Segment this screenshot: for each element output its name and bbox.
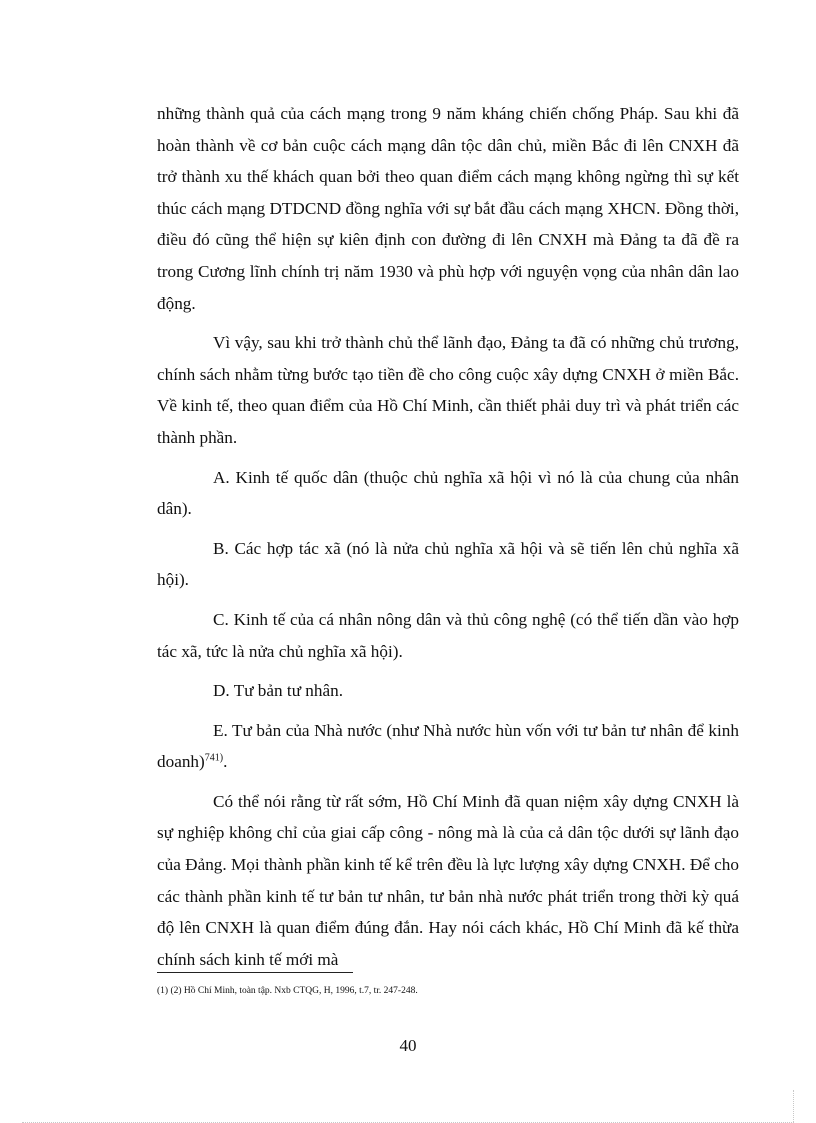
list-item-c: C. Kinh tế của cá nhân nông dân và thủ công nghệ (có thể tiến dần vào hợp tác xã, tức là nửa chủ nghĩa xã hội).: [157, 609, 739, 661]
list-item-e-text: E. Tư bản của Nhà nước (như Nhà nước hùn vốn với tư bản tư nhân để kinh doanh): [157, 720, 739, 772]
list-item-e-suffix: .: [223, 752, 228, 772]
list-item-a: A. Kinh tế quốc dân (thuộc chủ nghĩa xã hội vì nó là của chung của nhân dân).: [157, 467, 739, 519]
paragraph-1: những thành quả của cách mạng trong 9 năm kháng chiến chống Pháp. Sau khi đã hoàn thành về cơ bản cuộc cách mạng dân tộc dân chủ, miền Bắc đi lên CNXH đã trở thành xu thế khách quan bởi theo quan điểm cách mạng không ngừng thì sự kết thúc cách mạng DTDCND đồng nghĩa với sự bắt đầu cách mạng XHCN. Đồng thời, điều đó cũng thể hiện sự kiên định con đường đi lên CNXH mà Đảng ta đã đề ra trong Cương lĩnh chính trị năm 1930 và phù hợp với nguyện vọng của nhân dân lao động.: [157, 104, 739, 313]
page-border-right: [793, 1090, 794, 1122]
footnote-text: (1) (2) Hồ Chí Minh, toàn tập. Nxb CTQG, H, 1996, t.7, tr. 247-248.: [157, 986, 418, 996]
paragraph-3: Có thể nói rằng từ rất sớm, Hồ Chí Minh đã quan niệm xây dựng CNXH là sự nghiệp không chỉ của giai cấp công - nông mà là của cả dân tộc dưới sự lãnh đạo của Đảng. Mọi thành phần kinh tế kể trên đều là lực lượng xây dựng CNXH. Để cho các thành phần kinh tế tư bản tư nhân, tư bản nhà nước phát triển trong thời kỳ quá độ lên CNXH là quan điểm đúng đắn. Hay nói cách khác, Hồ Chí Minh đã kế thừa chính sách kinh tế mới mà: [157, 791, 739, 969]
list-item-d: D. Tư bản tư nhân.: [213, 681, 344, 701]
footnote-reference: 741): [204, 752, 224, 764]
paragraph-2: Vì vậy, sau khi trở thành chủ thể lãnh đạo, Đảng ta đã có những chủ trương, chính sách nhằm từng bước tạo tiền đề cho công cuộc xây dựng CNXH ở miền Bắc. Về kinh tế, theo quan điểm của Hồ Chí Minh, cần thiết phải duy trì và phát triển các thành phần.: [157, 333, 739, 447]
page-number: 40: [399, 1036, 417, 1055]
footnote-divider: [157, 972, 353, 973]
body-text: [157, 98, 739, 983]
list-item-e: [157, 715, 739, 778]
list-item-b: B. Các hợp tác xã (nó là nửa chủ nghĩa xã hội và sẽ tiến lên chủ nghĩa xã hội).: [157, 538, 739, 590]
